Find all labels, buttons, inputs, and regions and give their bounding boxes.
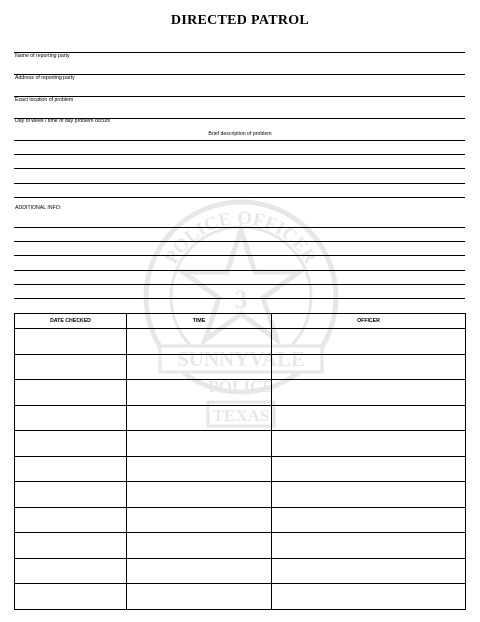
description-line[interactable]: [14, 154, 465, 155]
date-checked-cell[interactable]: [15, 558, 127, 584]
time-cell[interactable]: [127, 354, 272, 380]
day-time-field[interactable]: [14, 140, 465, 141]
officer-cell[interactable]: [272, 456, 466, 482]
date-checked-cell[interactable]: [15, 584, 127, 610]
table-row: [15, 482, 466, 508]
table-row: [15, 405, 466, 431]
badge-top-text: POLICE OFFICER: [161, 207, 321, 268]
date-checked-header: DATE CHECKED: [15, 314, 127, 329]
table-row: [15, 329, 466, 355]
date-checked-cell[interactable]: [15, 329, 127, 355]
time-cell[interactable]: [127, 329, 272, 355]
time-cell[interactable]: [127, 456, 272, 482]
additional-info-line[interactable]: [14, 270, 465, 271]
table-row: [15, 558, 466, 584]
time-cell[interactable]: [127, 405, 272, 431]
table-row: [15, 380, 466, 406]
additional-info-label: ADDITIONAL INFO:: [15, 205, 62, 211]
additional-info-line[interactable]: [14, 298, 465, 299]
badge-city: SUNNYVALE: [177, 347, 305, 371]
additional-info-line[interactable]: [14, 241, 465, 242]
table-row: [15, 456, 466, 482]
table-row: [15, 354, 466, 380]
date-checked-cell[interactable]: [15, 482, 127, 508]
officer-cell[interactable]: [272, 482, 466, 508]
description-line[interactable]: [14, 168, 465, 169]
officer-cell[interactable]: [272, 354, 466, 380]
time-cell[interactable]: [127, 558, 272, 584]
table-row: [15, 533, 466, 559]
date-checked-cell[interactable]: [15, 380, 127, 406]
date-checked-cell[interactable]: [15, 507, 127, 533]
table-row: [15, 431, 466, 457]
day-time-label: Day of week / time of day problem occurs: [15, 118, 111, 124]
time-cell[interactable]: [127, 533, 272, 559]
description-line[interactable]: [14, 197, 465, 198]
exact-location-label: Exact location of problem: [15, 97, 74, 103]
time-cell[interactable]: [127, 482, 272, 508]
officer-cell[interactable]: [272, 584, 466, 610]
time-cell[interactable]: [127, 507, 272, 533]
date-checked-cell[interactable]: [15, 354, 127, 380]
date-checked-cell[interactable]: [15, 456, 127, 482]
table-row: [15, 507, 466, 533]
badge-agency: POLICE: [208, 377, 274, 396]
table-header-row: [15, 314, 466, 329]
time-cell[interactable]: [127, 584, 272, 610]
reporting-party-name-label: Name of reporting party: [15, 53, 70, 59]
officer-cell[interactable]: [272, 405, 466, 431]
additional-info-line[interactable]: [14, 255, 465, 256]
officer-cell[interactable]: [272, 431, 466, 457]
officer-cell[interactable]: [272, 507, 466, 533]
page-title: DIRECTED PATROL: [170, 13, 310, 28]
reporting-party-address-field[interactable]: [14, 96, 465, 97]
officer-cell[interactable]: [272, 329, 466, 355]
date-checked-cell[interactable]: [15, 431, 127, 457]
patrol-log-table: [14, 313, 466, 610]
officer-header: OFFICER: [272, 314, 466, 329]
officer-cell[interactable]: [272, 380, 466, 406]
table-row: [15, 584, 466, 610]
officer-cell[interactable]: [272, 558, 466, 584]
reporting-party-address-label: Address of reporting party: [15, 75, 75, 81]
additional-info-line[interactable]: [14, 227, 465, 228]
reporting-party-name-field[interactable]: [14, 74, 465, 75]
officer-cell[interactable]: [272, 533, 466, 559]
brief-description-label: Brief description of problem: [208, 131, 272, 137]
description-line[interactable]: [14, 183, 465, 184]
patrol-log-body: [15, 329, 466, 610]
time-cell[interactable]: [127, 380, 272, 406]
time-cell[interactable]: [127, 431, 272, 457]
additional-info-line[interactable]: [14, 284, 465, 285]
time-header: TIME: [127, 314, 272, 329]
date-checked-cell[interactable]: [15, 405, 127, 431]
form-rule: [14, 52, 465, 53]
badge-number: 3: [234, 285, 248, 314]
date-checked-cell[interactable]: [15, 533, 127, 559]
badge-state: TEXAS: [212, 406, 270, 425]
